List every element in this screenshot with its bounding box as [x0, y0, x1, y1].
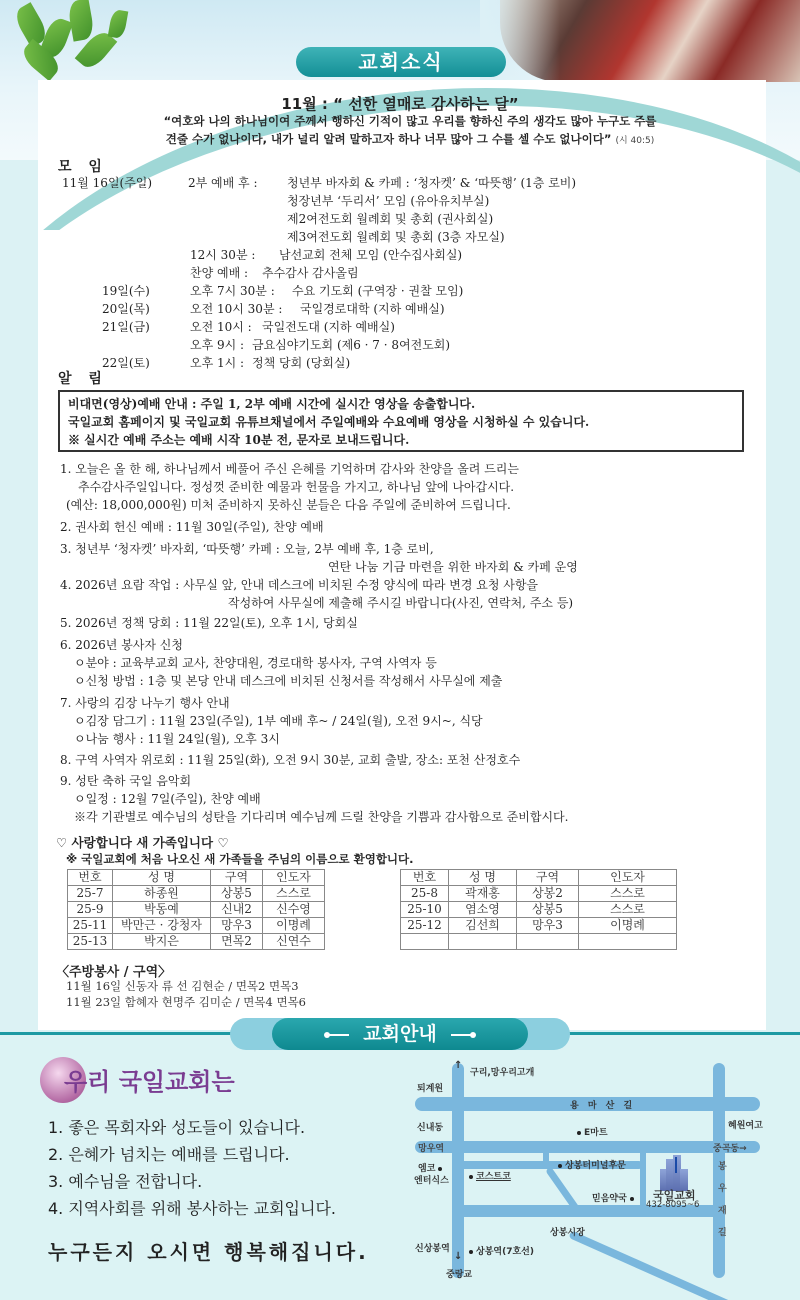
notice-item-3: 3. 청년부 ‘청자켓’ 바자회, ‘따뜻행’ 카페 : 오늘, 2부 예배 후, 1층 로비, 연탄 나눔 기금 마련을 위한 바자회 & 카페 운영	[60, 542, 578, 574]
new-family-heading: ♡ 사랑합니다 새 가족입니다 ♡	[56, 835, 229, 850]
map-label-yongmasan-road: 용 마 산 길	[570, 1101, 636, 1111]
month-theme-title: 11월 : “ 선한 열매로 감사하는 달”	[281, 95, 519, 113]
notices-heading: 알 림	[58, 371, 108, 387]
notice-item-2: 2. 권사회 헌신 예배 : 11월 30일(주일), 찬양 예배	[60, 520, 324, 534]
map-label-bongwoo-3: 재	[718, 1206, 727, 1216]
kitchen-service-line: 11월 16일 신동자 류 선 김현순 / 면목2 면목3	[66, 979, 299, 993]
meeting-desc: 수요 기도회 (구역장 · 권찰 모임)	[292, 284, 464, 298]
meeting-day: 20일(목)	[102, 302, 150, 316]
map-label-emco: 엠코	[418, 1161, 445, 1174]
section-title-news: 교회소식	[296, 47, 506, 77]
map-label-bongwoo-2: 우	[718, 1184, 727, 1194]
table-row: 25-10 염소영 상봉5 스스로	[401, 902, 677, 918]
meeting-desc: 국일경로대학 (지하 예배실)	[300, 302, 445, 316]
meeting-desc: 제2여전도회 월례회 및 총회 (권사회실)	[287, 212, 494, 226]
meeting-time: 찬양 예배 :	[190, 266, 249, 280]
meeting-day: 19일(수)	[102, 284, 150, 298]
leaves-decoration	[10, 0, 160, 80]
church-building-icon	[660, 1155, 688, 1191]
meeting-desc: 청장년부 ‘두리서’ 모임 (유아유치부실)	[287, 194, 490, 208]
map-label-church-phone: 432-8095~6	[646, 1200, 700, 1210]
new-family-table-right	[400, 869, 677, 950]
meeting-desc: 정책 당회 (당회실)	[252, 356, 351, 370]
map-label-toegyewon: 퇴계원	[417, 1084, 444, 1094]
church-feature: 4. 지역사회를 위해 봉사하는 교회입니다.	[48, 1199, 336, 1218]
meetings-heading: 모 임	[58, 159, 108, 175]
notice-item-5: 5. 2026년 정책 당회 : 11월 22일(토), 오후 1시, 당회실	[60, 616, 358, 630]
meeting-time: 12시 30분 :	[190, 248, 256, 262]
meeting-desc: 추수감사 감사올림	[262, 266, 359, 280]
church-feature: 1. 좋은 목회자와 성도들이 있습니다.	[48, 1118, 306, 1137]
table-header-row: 번호 성 명 구역 인도자	[68, 870, 325, 886]
meeting-desc: 청년부 바자회 & 카페 : ‘청자켓’ & ‘따뜻행’ (1층 로비)	[287, 176, 577, 190]
section-title-guide: 교회안내	[272, 1018, 528, 1050]
scripture-verse: “여호와 나의 하나님이여 주께서 행하신 기적이 많고 우리를 향하신 주의 생각도 많아 누구도 주를 견줄 수가 없나이다, 내가 널리 알려 말하고자 하나 너무 많아 그 수를 셀 수도 없나이다” (시 40:5)	[163, 114, 657, 146]
online-worship-notice: 비대면(영상)예배 안내 : 주일 1, 2부 예배 시간에 실시간 영상을 송출합니다. 국일교회 홈페이지 및 국일교회 유튜브채널에서 주일예배와 수요예배 영상을 시청하실 수 있습니다. ※ 실시간 예배 주소는 예배 시작 10분 전, 문자로 보내드립니다.	[58, 390, 744, 452]
table-row	[401, 934, 677, 950]
notice-item-1: 1. 오늘은 올 한 해, 하나님께서 베풀어 주신 은혜를 기억하며 감사와 찬양을 올려 드리는 추수감사주일입니다. 정성껏 준비한 예물과 헌물을 가지고, 하나님 앞에 나아갑시다. (예산: 18,000,000원) 미처 준비하지 못하신 분들은 다음 주일에 준비하여 드립니다.	[60, 462, 519, 512]
map-label-bongwoo-1: 봉	[718, 1162, 727, 1172]
map-label-mangu-station: 망우역	[418, 1144, 445, 1154]
table-row: 25-12 김선희 망우3 이명례	[401, 918, 677, 934]
map-label-entersix: 엔터식스	[414, 1176, 449, 1186]
slogan: 누구든지 오시면 행복해집니다.	[48, 1240, 369, 1264]
meeting-time: 오전 10시 :	[190, 320, 252, 334]
map-label-market: 상봉시장	[550, 1228, 585, 1238]
meeting-desc: 금요심야기도회 (제6 · 7 · 8여전도회)	[252, 338, 451, 352]
church-feature: 2. 은혜가 넘치는 예배를 드립니다.	[48, 1145, 290, 1164]
our-church-title: 우리 국일교회는	[64, 1068, 235, 1096]
location-map: ↑ 구리,망우리고개 퇴계원 용 마 산 길 신내동 E마트 혜원여고 망우역 중곡동→ 엠코 엔터식스 코스트코 상봉터미널후문 국일교회 432-8095~6 믿음약국 봉 우 재 길 상봉시장 신상봉역 상봉역(7호선) ↓ 중랑교	[410, 1055, 800, 1300]
notice-item-4: 4. 2026년 요람 작업 : 사무실 앞, 안내 데스크에 비치된 수정 양식에 따라 변경 요청 사항을 작성하여 사무실에 제출해 주시길 바랍니다(사진, 연락처, 주소 등)	[60, 578, 574, 610]
map-label-hyewon: 혜원여고	[728, 1121, 763, 1131]
meeting-time: 2부 예배 후 :	[188, 176, 258, 190]
map-label-north: 구리,망우리고개	[470, 1068, 535, 1078]
meeting-time: 오후 1시 :	[190, 356, 245, 370]
map-label-sinsangbong: 신상봉역	[415, 1244, 450, 1254]
road	[452, 1063, 464, 1278]
meeting-time: 오후 9시 :	[190, 338, 245, 352]
meeting-day: 21일(금)	[102, 320, 150, 334]
notice-item-7: 7. 사랑의 김장 나누기 행사 안내 ㅇ김장 담그기 : 11월 23일(주일), 1부 예배 후~ / 24일(월), 오전 9시~, 식당 ㅇ나눔 행사 : 11월 24일(월), 오후 3시	[60, 696, 483, 746]
new-family-table-left	[67, 869, 325, 950]
notice-item-9: 9. 성탄 축하 국일 음악회 ㅇ일정 : 12월 7일(주일), 찬양 예배 ※각 기관별로 예수님의 성탄을 기다리며 예수님께 드릴 찬양을 기쁨과 감사함으로 준비합시다.	[60, 774, 569, 824]
map-label-jungnang: 중랑교	[446, 1270, 473, 1280]
map-label-church: 국일교회	[653, 1189, 696, 1202]
map-label-emart: E마트	[574, 1125, 608, 1138]
new-family-welcome: ※ 국일교회에 처음 나오신 새 가족들을 주님의 이름으로 환영합니다.	[66, 852, 414, 866]
meeting-desc: 국일전도대 (지하 예배실)	[262, 320, 395, 334]
kitchen-service-line: 11월 23일 함혜자 현명주 김미순 / 면목4 면목6	[66, 995, 306, 1009]
table-row: 25-7 하종원 상봉5 스스로	[68, 886, 325, 902]
road	[415, 1141, 760, 1153]
table-header-row: 번호 성 명 구역 인도자	[401, 870, 677, 886]
kitchen-service-heading: 〈주방봉사 / 구역〉	[56, 965, 172, 980]
notice-item-8: 8. 구역 사역자 위로회 : 11월 25일(화), 오전 9시 30분, 교회 출발, 장소: 포천 산정호수	[60, 753, 521, 767]
map-label-terminal: 상봉터미널후문	[555, 1158, 626, 1171]
meeting-day: 11월 16일(주일)	[62, 176, 153, 190]
church-feature: 3. 예수님을 전합니다.	[48, 1172, 203, 1191]
map-label-sinnae: 신내동	[417, 1123, 444, 1133]
table-row: 25-9 박동예 신내2 신수영	[68, 902, 325, 918]
meeting-desc: 제3여전도회 월례회 및 총회 (3층 자모실)	[287, 230, 505, 244]
meeting-time: 오전 10시 30분 :	[190, 302, 283, 316]
map-label-sangbong-station: 상봉역(7호선)	[466, 1244, 534, 1257]
table-row: 25-13 박지은 면목2 신연수	[68, 934, 325, 950]
map-label-costco: 코스트코	[466, 1169, 511, 1182]
table-row: 25-11 박만근 · 강청자 망우3 이명례	[68, 918, 325, 934]
table-row: 25-8 곽재홍 상봉2 스스로	[401, 886, 677, 902]
map-label-pharmacy: 믿음약국	[592, 1191, 637, 1204]
meeting-desc: 남선교회 전체 모임 (안수집사회실)	[279, 248, 463, 262]
map-label-bongwoo-4: 길	[718, 1228, 727, 1238]
notice-item-6: 6. 2026년 봉사자 신청 ㅇ분야 : 교육부교회 교사, 찬양대원, 경로대학 봉사자, 구역 사역자 등 ㅇ신청 방법 : 1층 및 본당 안내 데스크에 비치된 신청서를 작성해서 사무실에 제출	[60, 638, 503, 688]
map-label-junggok: 중곡동→	[713, 1144, 747, 1154]
meeting-time: 오후 7시 30분 :	[190, 284, 275, 298]
meeting-day: 22일(토)	[102, 356, 150, 370]
